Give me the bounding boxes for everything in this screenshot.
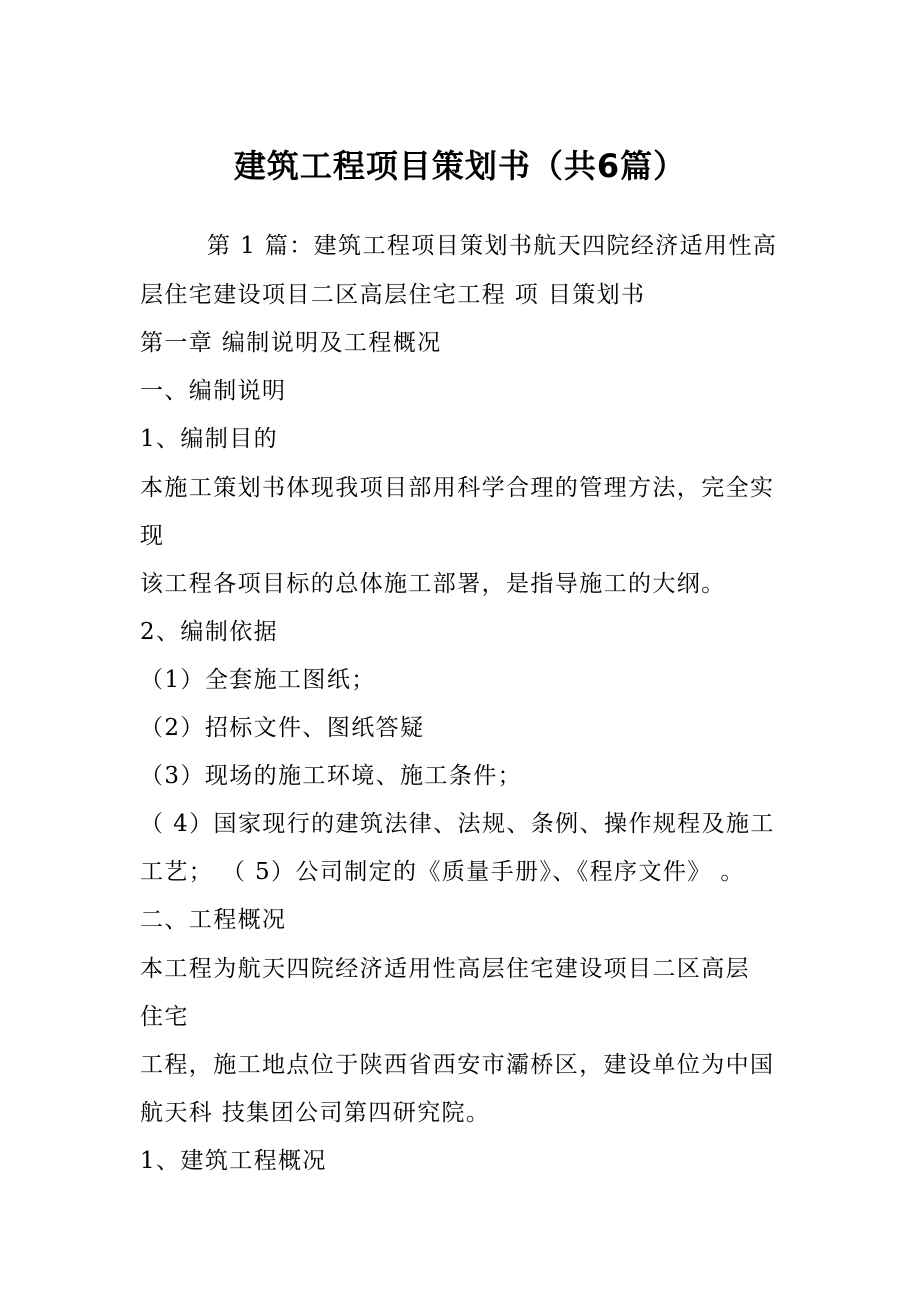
paragraph-line: 第 1 篇：建筑工程项目策划书航天四院经济适用性高 <box>207 233 778 259</box>
paragraph-line: 航天科 技集团公司第四研究院。 <box>140 1100 491 1126</box>
subsection-heading: 1、建筑工程概况 <box>140 1148 327 1174</box>
paragraph-line: 本施工策划书体现我项目部用科学合理的管理方法，完全实 <box>140 475 775 501</box>
list-item: （3）现场的施工环境、施工条件； <box>140 763 523 789</box>
paragraph-line: 工程，施工地点位于陕西省西安市灞桥区，建设单位为中国 <box>140 1052 775 1078</box>
list-item: 工艺； （ 5）公司制定的《质量手册》、《程序文件》 。 <box>140 859 745 885</box>
list-item: （1）全套施工图纸； <box>140 667 376 693</box>
paragraph-line: 现 <box>140 523 165 549</box>
subsection-heading: 2、编制依据 <box>140 619 279 645</box>
subsection-heading: 1、编制目的 <box>140 426 279 452</box>
document-title: 建筑工程项目策划书（共6篇） <box>233 147 687 185</box>
section-heading: 一、编制说明 <box>140 378 287 404</box>
section-heading: 二、工程概况 <box>140 907 287 933</box>
list-item: （2）招标文件、图纸答疑 <box>140 715 425 741</box>
paragraph-line: 层住宅建设项目二区高层住宅工程 项 目策划书 <box>140 282 646 308</box>
paragraph-line: 住宅 <box>140 1004 189 1030</box>
chapter-heading: 第一章 编制说明及工程概况 <box>140 330 442 356</box>
list-item: （ 4）国家现行的建筑法律、法规、条例、操作规程及施工 <box>140 811 775 837</box>
paragraph-line: 本工程为航天四院经济适用性高层住宅建设项目二区高层 <box>140 956 750 982</box>
paragraph-line: 该工程各项目标的总体施工部署，是指导施工的大纲。 <box>140 571 726 597</box>
